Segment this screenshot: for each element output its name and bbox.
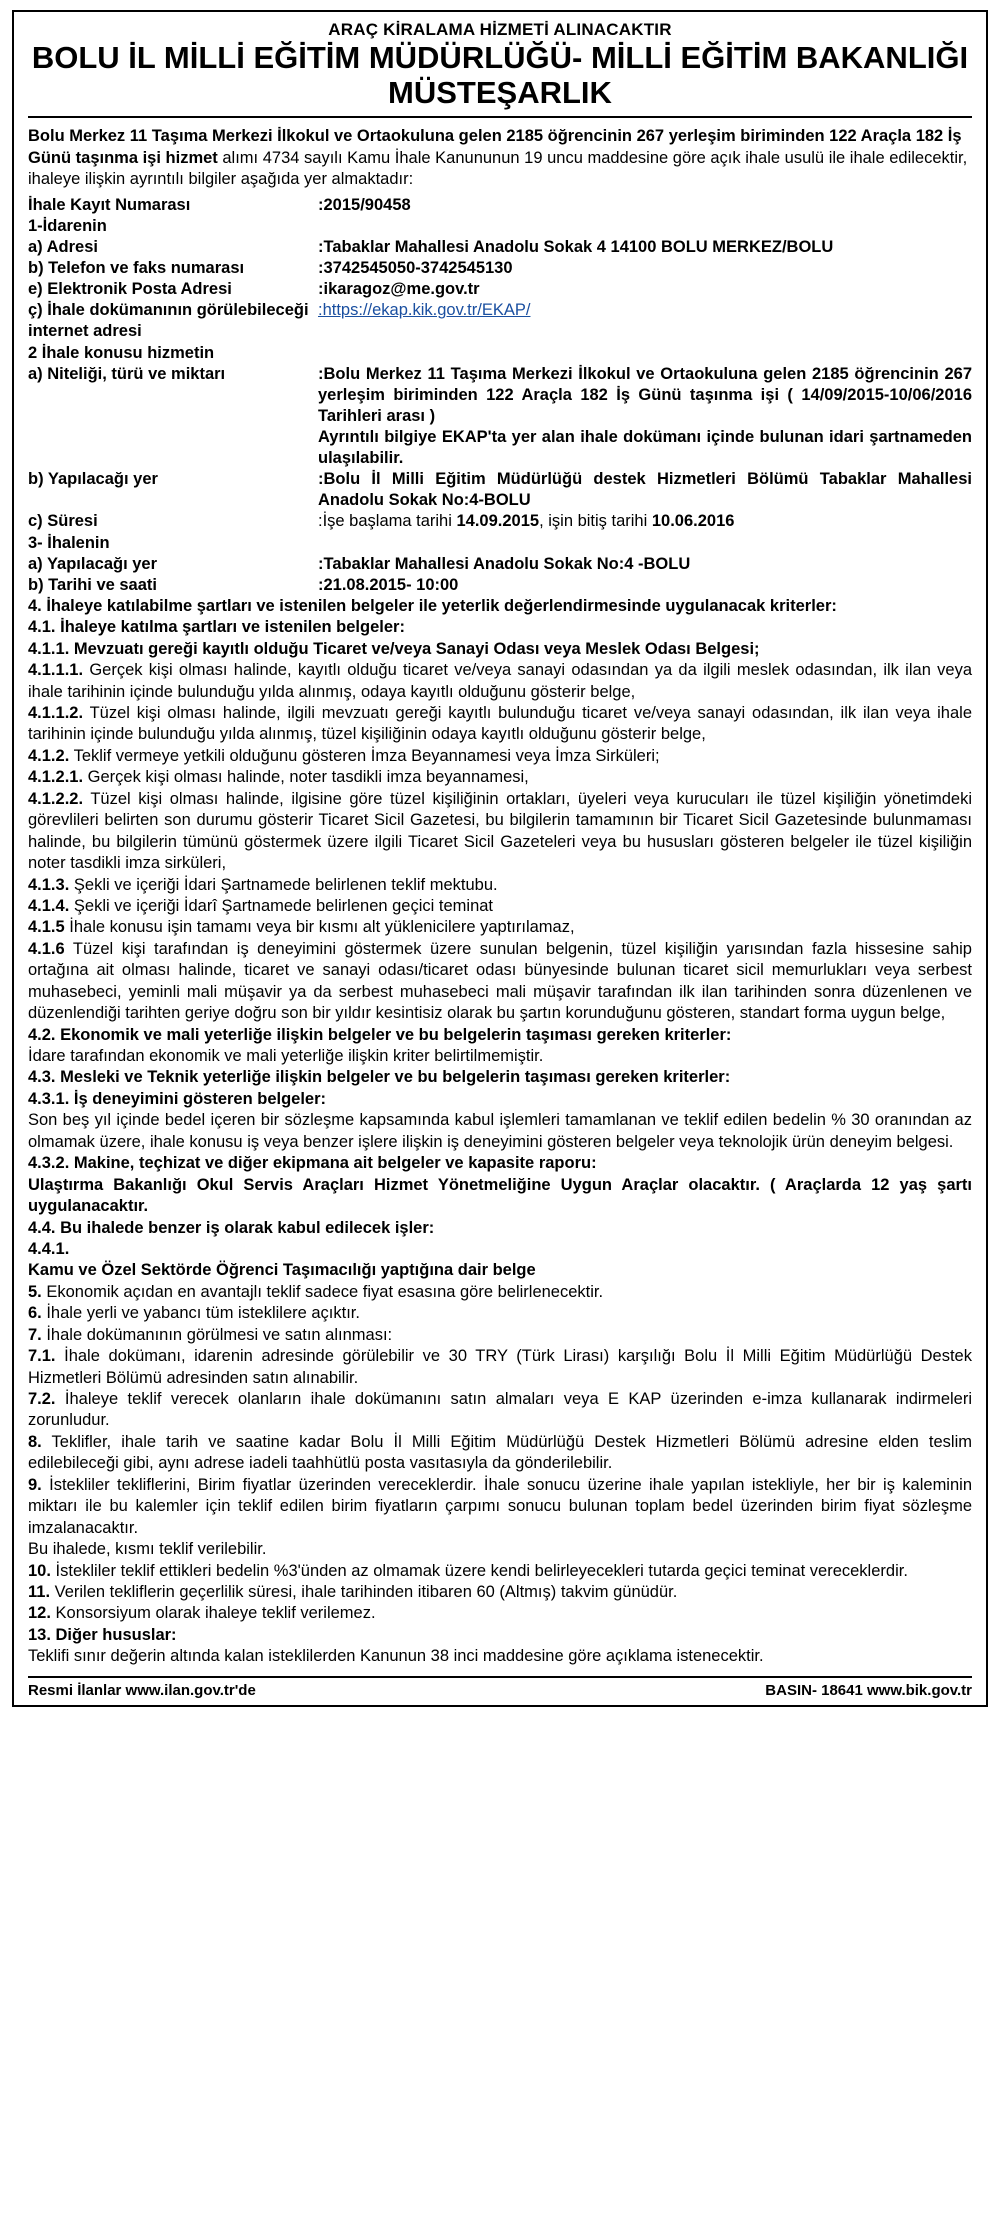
tender-date-label: b) Tarihi ve saati	[28, 575, 157, 594]
clause-paragraph	[28, 703, 972, 746]
clause-lead: 4. İhaleye katılabilme şartları ve istenilen belgeler ile yeterlik değerlendirmesinde uygulanacak kriterler:	[28, 596, 837, 615]
details-table	[28, 195, 972, 596]
clause-lead: 4.1.2.	[28, 746, 70, 765]
clause-body: İhale yerli ve yabancı tüm isteklilere açıktır.	[41, 1304, 360, 1323]
clause-body: İstekliler tekliflerini, Birim fiyatlar üzerinden vereceklerdir. İhale sonucu üzerine ihale yapılan istekliyle, her bir iş kaleminin miktarı ile bu kalemler için teklif edilen birim fiyatların çarpımı sonucu bulunan toplam bedel üzerinden birim fiyat sözleşme imzalanacaktır.	[28, 1475, 972, 1537]
ekap-label: ç) İhale dokümanının görülebileceği internet adresi	[28, 301, 309, 341]
table-row	[28, 554, 972, 575]
clause-lead: 4.3.2. Makine, teçhizat ve diğer ekipmana ait belgeler ve kapasite raporu:	[28, 1154, 597, 1173]
table-row	[28, 511, 972, 532]
clause-lead: 4.1.2.2.	[28, 789, 84, 808]
clause-lead: 4.1.1.1.	[28, 661, 84, 680]
clause-body: Şekli ve içeriği İdari Şartnamede belirlenen teklif mektubu.	[69, 875, 498, 894]
clause-lead: 4.1.4.	[28, 896, 70, 915]
clause-paragraph	[28, 660, 972, 703]
duration-start: 14.09.2015	[456, 512, 540, 531]
table-row	[28, 237, 972, 258]
nitelik-value	[318, 364, 972, 470]
tender-date-value: :21.08.2015- 10:00	[318, 575, 459, 594]
clause-body: İhale konusu işin tamamı veya bir kısmı alt yüklenicilere yaptırılamaz,	[64, 918, 575, 937]
ekap-link[interactable]: :https://ekap.kik.gov.tr/EKAP/	[318, 301, 531, 320]
table-row	[28, 575, 972, 596]
idare-heading: 1-İdarenin	[28, 216, 107, 235]
clause-paragraph	[28, 596, 972, 617]
clause-paragraph	[28, 789, 972, 875]
clause-lead: 11.	[28, 1582, 51, 1601]
clause-paragraph	[28, 1153, 972, 1174]
clause-lead: 4.1.5	[28, 918, 65, 937]
clause-paragraph	[28, 1218, 972, 1239]
clause-paragraph	[28, 1325, 972, 1346]
clause-body: Gerçek kişi olması halinde, noter tasdikli imza beyannamesi,	[83, 768, 529, 787]
clause-paragraph	[28, 1175, 972, 1218]
table-row	[28, 343, 972, 364]
duration-value	[318, 511, 972, 532]
clause-lead: Teklifi sınır değerin altında kalan isteklilerden Kanunun 38 inci maddesine göre açıklama istenecektir.	[28, 1647, 764, 1666]
footer-left: Resmi İlanlar www.ilan.gov.tr'de	[28, 1681, 256, 1699]
clause-body: Şekli ve içeriği İdarî Şartnamede belirlenen geçici teminat	[69, 896, 494, 915]
duration-label: c) Süresi	[28, 512, 98, 531]
clause-paragraph	[28, 1110, 972, 1153]
clause-paragraph	[28, 1046, 972, 1067]
table-row	[28, 300, 972, 342]
clause-paragraph	[28, 639, 972, 660]
clause-paragraph	[28, 875, 972, 896]
venue-label: b) Yapılacağı yer	[28, 470, 158, 489]
clause-body: Ekonomik açıdan en avantajlı teklif sadece fiyat esasına göre belirlenecektir.	[41, 1282, 604, 1301]
clause-lead: 4.3.1. İş deneyimini gösteren belgeler:	[28, 1089, 327, 1108]
clause-lead: 4.2. Ekonomik ve mali yeterliğe ilişkin belgeler ve bu belgelerin taşıması gereken kriterler:	[28, 1025, 732, 1044]
table-row	[28, 195, 972, 216]
tender-venue-value: :Tabaklar Mahallesi Anadolu Sokak No:4 -BOLU	[318, 554, 691, 573]
clause-paragraph	[28, 1260, 972, 1281]
clause-lead: 4.1.1.2.	[28, 704, 84, 723]
duration-mid: , işin bitiş tarihi	[539, 512, 652, 531]
nitelik-value-line2: Ayrıntılı bilgiye EKAP'ta yer alan ihale dokümanı içinde bulunan idari şartnameden ulaşılabilir.	[318, 427, 972, 468]
clause-lead: 6.	[28, 1304, 42, 1323]
clause-lead: 4.4.1.	[28, 1239, 70, 1258]
table-row	[28, 469, 972, 511]
clause-paragraph	[28, 1282, 972, 1303]
clause-lead: 4.1.2.1.	[28, 768, 84, 787]
footer	[28, 1676, 972, 1699]
address-label: a) Adresi	[28, 237, 98, 256]
clause-paragraph	[28, 1303, 972, 1324]
clause-paragraph	[28, 1625, 972, 1646]
clause-paragraph	[28, 767, 972, 788]
phone-label: b) Telefon ve faks numarası	[28, 259, 245, 278]
title-divider	[28, 116, 972, 118]
venue-value: :Bolu İl Milli Eğitim Müdürlüğü destek Hizmetleri Bölümü Tabaklar Mahallesi Anadolu Sokak No:4-BOLU	[318, 470, 972, 510]
clause-paragraph	[28, 746, 972, 767]
clause-paragraph	[28, 1239, 972, 1260]
ikn-value: :2015/90458	[318, 195, 411, 214]
ekap-value[interactable]	[318, 300, 972, 342]
notice-border	[12, 10, 988, 1707]
clause-paragraph	[28, 1603, 972, 1624]
clause-lead: 4.4. Bu ihalede benzer iş olarak kabul edilecek işler:	[28, 1218, 435, 1237]
ihalenin-heading: 3- İhalenin	[28, 533, 110, 552]
address-value: :Tabaklar Mahallesi Anadolu Sokak 4 14100 BOLU MERKEZ/BOLU	[318, 237, 834, 256]
clause-body: İhale dokümanının görülmesi ve satın alınması:	[41, 1325, 393, 1344]
duration-end: 10.06.2016	[651, 512, 735, 531]
clause-paragraph	[28, 896, 972, 917]
clauses-list	[28, 596, 972, 1668]
clause-paragraph	[28, 1067, 972, 1088]
clause-body: Teklif vermeye yetkili olduğunu gösteren İmza Beyannamesi veya İmza Sirküleri;	[69, 746, 660, 765]
clause-lead: 4.1. İhaleye katılma şartları ve istenilen belgeler:	[28, 618, 405, 637]
clause-lead: 4.1.1. Mevzuatı gereği kayıtlı olduğu Ticaret ve/veya Sanayi Odası veya Meslek Odası Belgesi;	[28, 639, 760, 658]
clause-body: Teklifler, ihale tarih ve saatine kadar Bolu İl Milli Eğitim Müdürlüğü Destek Hizmetleri Bölümü adresine elden teslim edilebileceği gibi, aynı adrese iadeli taahhütlü posta vasıtasıyla da gönderilebilir.	[28, 1432, 972, 1473]
intro-rest: alımı 4734 sayılı Kamu İhale Kanununun 19 uncu maddesine göre açık ihale usulü ile ihale edilecektir, ihaleye ilişkin ayrıntılı bilgiler aşağıda yer almaktadır:	[28, 148, 968, 189]
clause-paragraph	[28, 1025, 972, 1046]
clause-lead: 7.2.	[28, 1390, 56, 1409]
clause-paragraph	[28, 917, 972, 938]
clause-paragraph	[28, 1646, 972, 1667]
clause-body: İstekliler teklif ettikleri bedelin %3'ünden az olmamak üzere kendi belirleyecekleri tutarda geçici teminat vereceklerdir.	[50, 1561, 908, 1580]
clause-lead: 4.3. Mesleki ve Teknik yeterliğe ilişkin belgeler ve bu belgelerin taşıması gereken kriterler:	[28, 1068, 731, 1087]
clause-body: İhaleye teklif verecek olanların ihale dokümanını satın almaları veya E KAP üzerinden e-imza kullanarak indirmeleri zorunludur.	[28, 1390, 972, 1430]
clause-lead: 5.	[28, 1282, 42, 1301]
clause-lead: 13. Diğer hususlar:	[28, 1625, 177, 1644]
email-value: :ikaragoz@me.gov.tr	[318, 280, 480, 299]
tender-venue-label: a) Yapılacağı yer	[28, 554, 158, 573]
clause-paragraph	[28, 939, 972, 1025]
konu-heading: 2 İhale konusu hizmetin	[28, 343, 215, 362]
clause-paragraph	[28, 1475, 972, 1539]
table-row	[28, 364, 972, 470]
clause-paragraph	[28, 1089, 972, 1110]
clause-body: Tüzel kişi tarafından iş deneyimini göstermek üzere sunulan belgenin, tüzel kişiliğin yarısından fazla hissesine sahip ortağına ait olması halinde, ticaret ve sanayi odası/ticaret odası bünyesinde bulunan ticaret sicil memurlukları veya serbest muhasebeci, yeminli mali müşavir ya da serbest muhasebeci mali müşavir tarafından ilk ilan tarihinden sonra düzenlenen ve düzenlendiği tarihten geriye doğru son bir yıldır kesintisiz olarak bu şartın korunduğunu gösteren, standart forma uygun belge,	[28, 939, 972, 1023]
clause-paragraph	[28, 1346, 972, 1389]
clause-lead: 8.	[28, 1432, 42, 1451]
clause-body: İhale dokümanı, idarenin adresinde görülebilir ve 30 TRY (Türk Lirası) karşılığı Bolu İl Milli Eğitim Müdürlüğü Destek Hizmetleri Bölümü adresinden satın alınabilir.	[28, 1347, 972, 1387]
clause-body: Tüzel kişi olması halinde, ilgili mevzuatı gereği kayıtlı bulunduğu ticaret ve/veya sanayi odasından, ilk ilan veya ihale tarihinin içinde bulunduğu yılda alınmış, tüzel kişiliğinin odaya kayıtlı olduğunu gösterir belge,	[28, 704, 972, 744]
clause-paragraph	[28, 1539, 972, 1560]
nitelik-value-line1: :Bolu Merkez 11 Taşıma Merkezi İlkokul ve Ortaokuluna gelen 2185 öğrencinin 267 yerleşim biriminden 122 Araçla 182 İş Günü taşınma işi ( 14/09/2015-10/06/2016 Tarihleri arası )	[318, 364, 972, 425]
intro-bold: Bolu Merkez 11 Taşıma Merkezi İlkokul ve Ortaokuluna gelen 2185 öğrencinin 267 yerleşim biriminden 122 Araçla 182 İş Günü taşınma işi hizmet	[28, 127, 962, 167]
clause-body: Verilen tekliflerin geçerlilik süresi, ihale tarihinden itibaren 60 (Altmış) takvim günüdür.	[50, 1582, 678, 1601]
ikn-label: İhale Kayıt Numarası	[28, 195, 191, 214]
clause-body: Tüzel kişi olması halinde, ilgisine göre tüzel kişiliğinin ortakları, üyeleri veya kurucuları ile tüzel kişiliğin yönetimdeki görevlileri belirten son durumu gösterir Ticaret Sicil Gazetesi, bu bilgilerin tamamının bir Ticaret Sicil Gazetesinde bulunmaması halinde, bu bilgilerin tümünü göstermek üzere ilgili Ticaret Sicil Gazeteleri veya bu hususları gösteren belgeler ile tüzel kişiliğin noter tasdikli imza sirküleri,	[28, 789, 972, 873]
clause-body: Konsorsiyum olarak ihaleye teklif verilemez.	[50, 1604, 376, 1623]
clause-paragraph	[28, 1432, 972, 1475]
kicker-text: ARAÇ KİRALAMA HİZMETİ ALINACAKTIR	[328, 20, 672, 39]
footer-right: BASIN- 18641 www.bik.gov.tr	[765, 1681, 972, 1699]
table-row	[28, 216, 972, 237]
table-row	[28, 533, 972, 554]
phone-value: :3742545050-3742545130	[318, 259, 513, 278]
email-label: e) Elektronik Posta Adresi	[28, 280, 232, 299]
clause-paragraph	[28, 1389, 972, 1432]
duration-pre: :İşe başlama tarihi	[318, 512, 457, 531]
clause-lead: Son beş yıl içinde bedel içeren bir sözleşme kapsamında kabul işlemleri tamamlanan ve teklif edilen bedelin % 30 oranından az olmamak üzere, ihale konusu iş veya benzer işlere ilişkin iş deneyimini gösteren belgeler veya teknolojik ürün deneyim belgesi.	[28, 1111, 972, 1151]
clause-lead: Bu ihalede, kısmı teklif verilebilir.	[28, 1540, 267, 1559]
page-title: BOLU İL MİLLİ EĞİTİM MÜDÜRLÜĞÜ- MİLLİ EĞİTİM BAKANLIĞI MÜSTEŞARLIK	[31, 40, 969, 110]
clause-lead: İdare tarafından ekonomik ve mali yeterliğe ilişkin kriter belirtilmemiştir.	[28, 1047, 544, 1066]
intro-paragraph	[28, 126, 972, 190]
clause-lead: 4.1.3.	[28, 875, 70, 894]
clause-lead: 9.	[28, 1475, 42, 1494]
clause-paragraph	[28, 1561, 972, 1582]
nitelik-label: a) Niteliği, türü ve miktarı	[28, 364, 226, 383]
table-row	[28, 279, 972, 300]
table-row	[28, 258, 972, 279]
clause-lead: 12.	[28, 1604, 51, 1623]
clause-lead: 4.1.6	[28, 939, 65, 958]
clause-lead: Kamu ve Özel Sektörde Öğrenci Taşımacılığı yaptığına dair belge	[28, 1261, 536, 1280]
clause-body: Gerçek kişi olması halinde, kayıtlı olduğu ticaret ve/veya sanayi odasından ya da ilgili meslek odasından, ilk ilan veya ihale tarihinin içinde bulunduğu yılda alınmış, odaya kayıtlı olduğunu gösterir belge,	[28, 661, 972, 701]
clause-lead: 7.	[28, 1325, 42, 1344]
clause-lead: 10.	[28, 1561, 51, 1580]
clause-lead: 7.1.	[28, 1347, 56, 1366]
clause-paragraph	[28, 617, 972, 638]
clause-lead: Ulaştırma Bakanlığı Okul Servis Araçları Hizmet Yönetmeliğine Uygun Araçlar olacaktır. ( Araçlarda 12 yaş şartı uygulanacaktır.	[28, 1175, 972, 1216]
clause-paragraph	[28, 1582, 972, 1603]
